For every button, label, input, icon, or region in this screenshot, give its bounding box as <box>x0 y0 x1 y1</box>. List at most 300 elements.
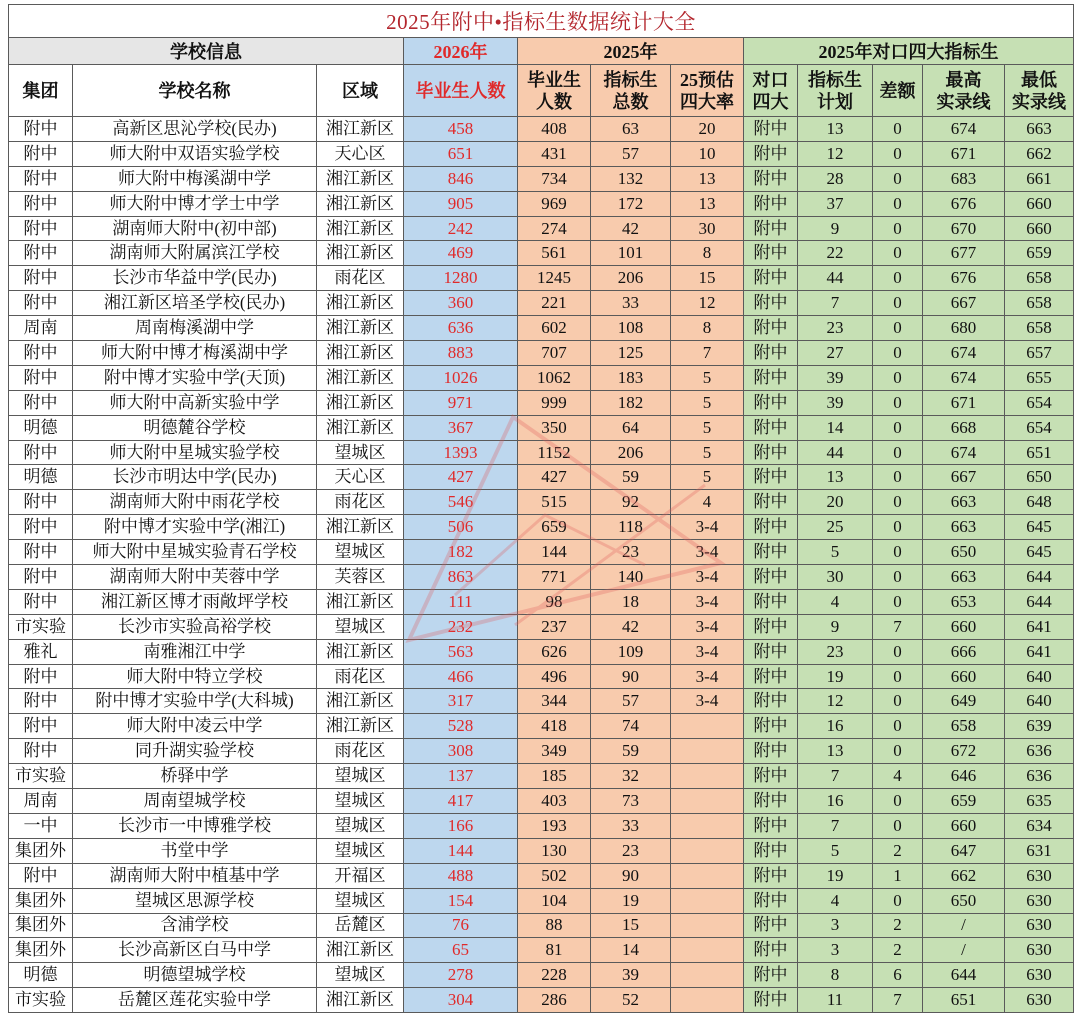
cell-quota-total-2025: 57 <box>591 142 671 167</box>
cell-district: 望城区 <box>317 889 404 914</box>
cell-quota-plan: 9 <box>798 217 873 242</box>
cell-district: 望城区 <box>317 814 404 839</box>
cell-school-name: 师大附中高新实验中学 <box>73 391 317 416</box>
cell-matched-top4: 附中 <box>744 391 798 416</box>
cell-group: 市实验 <box>9 988 73 1013</box>
cell-quota-plan: 39 <box>798 391 873 416</box>
cell-est-top4-rate: 3-4 <box>671 689 744 714</box>
cell-graduates-2025: 144 <box>518 540 591 565</box>
cell-district: 湘江新区 <box>317 391 404 416</box>
cell-group: 集团外 <box>9 914 73 939</box>
cell-quota-diff: 0 <box>873 316 923 341</box>
column-header-line: 区域 <box>342 80 378 101</box>
cell-district: 望城区 <box>317 789 404 814</box>
cell-district: 芙蓉区 <box>317 565 404 590</box>
cell-matched-top4: 附中 <box>744 441 798 466</box>
cell-quota-diff: 0 <box>873 291 923 316</box>
cell-min-admission-score: 645 <box>1005 515 1074 540</box>
cell-graduates-2025: 659 <box>518 515 591 540</box>
cell-max-admission-score: 663 <box>923 490 1005 515</box>
cell-graduates-2025: 403 <box>518 789 591 814</box>
cell-min-admission-score: 659 <box>1005 241 1074 266</box>
cell-graduates-2026: 458 <box>404 117 518 142</box>
cell-matched-top4: 附中 <box>744 117 798 142</box>
cell-min-admission-score: 650 <box>1005 465 1074 490</box>
cell-quota-total-2025: 73 <box>591 789 671 814</box>
group-header-row <box>9 38 1074 65</box>
cell-quota-plan: 22 <box>798 241 873 266</box>
cell-est-top4-rate: 4 <box>671 490 744 515</box>
cell-group: 周南 <box>9 789 73 814</box>
cell-quota-plan: 5 <box>798 540 873 565</box>
cell-matched-top4: 附中 <box>744 814 798 839</box>
cell-matched-top4: 附中 <box>744 565 798 590</box>
cell-quota-total-2025: 42 <box>591 615 671 640</box>
cell-graduates-2026: 466 <box>404 665 518 690</box>
cell-max-admission-score: 663 <box>923 565 1005 590</box>
cell-school-name: 含浦学校 <box>73 914 317 939</box>
cell-quota-total-2025: 23 <box>591 540 671 565</box>
cell-graduates-2026: 65 <box>404 938 518 963</box>
cell-matched-top4: 附中 <box>744 839 798 864</box>
cell-group: 附中 <box>9 241 73 266</box>
cell-quota-total-2025: 33 <box>591 814 671 839</box>
cell-quota-diff: 0 <box>873 416 923 441</box>
cell-graduates-2026: 367 <box>404 416 518 441</box>
column-header-line: 指标生 <box>808 69 862 90</box>
cell-district: 湘江新区 <box>317 217 404 242</box>
cell-group: 附中 <box>9 590 73 615</box>
cell-quota-plan: 12 <box>798 142 873 167</box>
cell-est-top4-rate <box>671 914 744 939</box>
cell-school-name: 桥驿中学 <box>73 764 317 789</box>
column-header-line: 差额 <box>879 80 916 101</box>
cell-graduates-2025: 349 <box>518 739 591 764</box>
cell-quota-diff: 0 <box>873 739 923 764</box>
cell-min-admission-score: 658 <box>1005 291 1074 316</box>
cell-quota-plan: 44 <box>798 266 873 291</box>
cell-group: 附中 <box>9 515 73 540</box>
cell-quota-plan: 7 <box>798 814 873 839</box>
cell-group: 雅礼 <box>9 640 73 665</box>
cell-min-admission-score: 636 <box>1005 764 1074 789</box>
cell-quota-diff: 0 <box>873 565 923 590</box>
cell-school-name: 湖南师大附中(初中部) <box>73 217 317 242</box>
group-header-2026: 2026年 <box>404 38 518 65</box>
cell-matched-top4: 附中 <box>744 366 798 391</box>
cell-quota-plan: 23 <box>798 316 873 341</box>
cell-graduates-2026: 166 <box>404 814 518 839</box>
column-header-line: 对口 <box>752 69 789 90</box>
cell-quota-diff: 0 <box>873 515 923 540</box>
cell-quota-diff: 0 <box>873 117 923 142</box>
cell-graduates-2025: 427 <box>518 465 591 490</box>
cell-quota-diff: 7 <box>873 615 923 640</box>
column-header-matched-top4 <box>744 65 798 117</box>
group-header-school-info: 学校信息 <box>9 38 404 65</box>
cell-quota-diff: 0 <box>873 391 923 416</box>
cell-group: 集团外 <box>9 938 73 963</box>
cell-quota-diff: 0 <box>873 714 923 739</box>
cell-graduates-2026: 1393 <box>404 441 518 466</box>
cell-graduates-2025: 1152 <box>518 441 591 466</box>
cell-quota-total-2025: 182 <box>591 391 671 416</box>
cell-school-name: 湘江新区培圣学校(民办) <box>73 291 317 316</box>
cell-max-admission-score: 674 <box>923 341 1005 366</box>
table-body <box>9 117 1074 1013</box>
cell-graduates-2026: 154 <box>404 889 518 914</box>
cell-school-name: 湖南师大附中植基中学 <box>73 864 317 889</box>
cell-quota-diff: 0 <box>873 665 923 690</box>
table-row <box>9 789 1074 814</box>
cell-quota-diff: 0 <box>873 465 923 490</box>
cell-matched-top4: 附中 <box>744 640 798 665</box>
cell-min-admission-score: 630 <box>1005 963 1074 988</box>
cell-graduates-2025: 274 <box>518 217 591 242</box>
cell-est-top4-rate: 20 <box>671 117 744 142</box>
cell-graduates-2025: 707 <box>518 341 591 366</box>
cell-school-name: 附中博才实验中学(湘江) <box>73 515 317 540</box>
cell-group: 附中 <box>9 192 73 217</box>
cell-matched-top4: 附中 <box>744 490 798 515</box>
column-header-est-top4-rate <box>671 65 744 117</box>
cell-quota-total-2025: 206 <box>591 266 671 291</box>
column-header-line: 毕业生人数 <box>415 80 506 101</box>
cell-est-top4-rate: 3-4 <box>671 515 744 540</box>
cell-district: 湘江新区 <box>317 291 404 316</box>
cell-min-admission-score: 651 <box>1005 441 1074 466</box>
cell-quota-diff: 0 <box>873 590 923 615</box>
cell-min-admission-score: 663 <box>1005 117 1074 142</box>
cell-group: 明德 <box>9 465 73 490</box>
cell-graduates-2025: 418 <box>518 714 591 739</box>
cell-min-admission-score: 634 <box>1005 814 1074 839</box>
cell-matched-top4: 附中 <box>744 963 798 988</box>
cell-matched-top4: 附中 <box>744 665 798 690</box>
cell-quota-total-2025: 23 <box>591 839 671 864</box>
cell-matched-top4: 附中 <box>744 316 798 341</box>
cell-school-name: 师大附中博才梅溪湖中学 <box>73 341 317 366</box>
cell-quota-diff: 7 <box>873 988 923 1013</box>
column-header-line: 最低 <box>1021 69 1057 90</box>
cell-quota-total-2025: 108 <box>591 316 671 341</box>
cell-quota-plan: 4 <box>798 889 873 914</box>
table-row <box>9 117 1074 142</box>
cell-graduates-2026: 182 <box>404 540 518 565</box>
table-row <box>9 963 1074 988</box>
table-title: 2025年附中•指标生数据统计大全 <box>9 5 1074 38</box>
cell-matched-top4: 附中 <box>744 192 798 217</box>
cell-graduates-2025: 130 <box>518 839 591 864</box>
cell-district: 湘江新区 <box>317 341 404 366</box>
cell-school-name: 周南梅溪湖中学 <box>73 316 317 341</box>
cell-min-admission-score: 658 <box>1005 316 1074 341</box>
cell-quota-diff: 0 <box>873 689 923 714</box>
table-row <box>9 490 1074 515</box>
cell-matched-top4: 附中 <box>744 167 798 192</box>
cell-quota-total-2025: 132 <box>591 167 671 192</box>
cell-quota-diff: 0 <box>873 142 923 167</box>
cell-school-name: 长沙市华益中学(民办) <box>73 266 317 291</box>
cell-graduates-2025: 344 <box>518 689 591 714</box>
cell-graduates-2026: 651 <box>404 142 518 167</box>
cell-min-admission-score: 640 <box>1005 665 1074 690</box>
cell-graduates-2026: 546 <box>404 490 518 515</box>
cell-graduates-2025: 104 <box>518 889 591 914</box>
cell-district: 雨花区 <box>317 665 404 690</box>
cell-school-name: 湖南师大附中雨花学校 <box>73 490 317 515</box>
cell-district: 湘江新区 <box>317 714 404 739</box>
cell-graduates-2026: 417 <box>404 789 518 814</box>
cell-quota-total-2025: 74 <box>591 714 671 739</box>
cell-graduates-2026: 488 <box>404 864 518 889</box>
cell-school-name: 师大附中博才学士中学 <box>73 192 317 217</box>
cell-quota-total-2025: 15 <box>591 914 671 939</box>
cell-district: 湘江新区 <box>317 241 404 266</box>
cell-district: 天心区 <box>317 465 404 490</box>
cell-quota-total-2025: 33 <box>591 291 671 316</box>
cell-graduates-2025: 999 <box>518 391 591 416</box>
cell-group: 附中 <box>9 291 73 316</box>
cell-district: 雨花区 <box>317 739 404 764</box>
cell-graduates-2025: 1062 <box>518 366 591 391</box>
cell-max-admission-score: 683 <box>923 167 1005 192</box>
cell-school-name: 明德麓谷学校 <box>73 416 317 441</box>
cell-max-admission-score: 663 <box>923 515 1005 540</box>
cell-quota-total-2025: 59 <box>591 739 671 764</box>
table-row <box>9 889 1074 914</box>
cell-quota-diff: 0 <box>873 266 923 291</box>
cell-min-admission-score: 630 <box>1005 864 1074 889</box>
cell-quota-plan: 14 <box>798 416 873 441</box>
cell-max-admission-score: 674 <box>923 441 1005 466</box>
cell-graduates-2026: 242 <box>404 217 518 242</box>
cell-quota-plan: 9 <box>798 615 873 640</box>
cell-graduates-2025: 237 <box>518 615 591 640</box>
cell-est-top4-rate: 8 <box>671 316 744 341</box>
table-row <box>9 341 1074 366</box>
cell-min-admission-score: 636 <box>1005 739 1074 764</box>
cell-max-admission-score: 658 <box>923 714 1005 739</box>
cell-quota-total-2025: 206 <box>591 441 671 466</box>
column-header-min-admission-score <box>1005 65 1074 117</box>
cell-group: 附中 <box>9 266 73 291</box>
cell-graduates-2026: 427 <box>404 465 518 490</box>
cell-est-top4-rate <box>671 714 744 739</box>
cell-graduates-2026: 883 <box>404 341 518 366</box>
cell-est-top4-rate: 5 <box>671 416 744 441</box>
cell-district: 望城区 <box>317 963 404 988</box>
cell-graduates-2025: 626 <box>518 640 591 665</box>
cell-group: 市实验 <box>9 764 73 789</box>
cell-quota-plan: 11 <box>798 988 873 1013</box>
cell-max-admission-score: 662 <box>923 864 1005 889</box>
cell-group: 附中 <box>9 441 73 466</box>
cell-min-admission-score: 639 <box>1005 714 1074 739</box>
cell-quota-total-2025: 118 <box>591 515 671 540</box>
cell-graduates-2026: 137 <box>404 764 518 789</box>
cell-min-admission-score: 641 <box>1005 640 1074 665</box>
cell-quota-total-2025: 183 <box>591 366 671 391</box>
cell-district: 天心区 <box>317 142 404 167</box>
cell-quota-diff: 0 <box>873 789 923 814</box>
cell-school-name: 书堂中学 <box>73 839 317 864</box>
cell-matched-top4: 附中 <box>744 714 798 739</box>
table-row <box>9 416 1074 441</box>
cell-max-admission-score: 676 <box>923 266 1005 291</box>
cell-est-top4-rate: 3-4 <box>671 640 744 665</box>
cell-min-admission-score: 630 <box>1005 889 1074 914</box>
cell-max-admission-score: 677 <box>923 241 1005 266</box>
cell-quota-plan: 27 <box>798 341 873 366</box>
table-row <box>9 266 1074 291</box>
cell-graduates-2025: 81 <box>518 938 591 963</box>
table-row <box>9 864 1074 889</box>
cell-district: 岳麓区 <box>317 914 404 939</box>
cell-min-admission-score: 648 <box>1005 490 1074 515</box>
cell-district: 湘江新区 <box>317 366 404 391</box>
cell-min-admission-score: 635 <box>1005 789 1074 814</box>
table-row <box>9 441 1074 466</box>
cell-max-admission-score: / <box>923 914 1005 939</box>
cell-quota-total-2025: 18 <box>591 590 671 615</box>
cell-max-admission-score: 647 <box>923 839 1005 864</box>
cell-graduates-2026: 360 <box>404 291 518 316</box>
cell-matched-top4: 附中 <box>744 416 798 441</box>
cell-school-name: 师大附中特立学校 <box>73 665 317 690</box>
cell-group: 市实验 <box>9 615 73 640</box>
cell-graduates-2026: 278 <box>404 963 518 988</box>
column-header-quota-total-2025 <box>591 65 671 117</box>
cell-group: 附中 <box>9 565 73 590</box>
cell-quota-diff: 4 <box>873 764 923 789</box>
cell-school-name: 长沙市实验高裕学校 <box>73 615 317 640</box>
cell-graduates-2025: 431 <box>518 142 591 167</box>
cell-graduates-2026: 317 <box>404 689 518 714</box>
column-header-line: 最高 <box>945 69 982 90</box>
cell-district: 雨花区 <box>317 490 404 515</box>
cell-graduates-2025: 771 <box>518 565 591 590</box>
cell-matched-top4: 附中 <box>744 739 798 764</box>
cell-est-top4-rate: 8 <box>671 241 744 266</box>
cell-district: 湘江新区 <box>317 640 404 665</box>
cell-min-admission-score: 660 <box>1005 217 1074 242</box>
cell-quota-plan: 25 <box>798 515 873 540</box>
cell-quota-plan: 13 <box>798 465 873 490</box>
column-header-school-name <box>73 65 317 117</box>
cell-graduates-2026: 144 <box>404 839 518 864</box>
table-row <box>9 192 1074 217</box>
column-header-line: 学校名称 <box>158 80 231 101</box>
cell-quota-diff: 0 <box>873 241 923 266</box>
cell-graduates-2026: 863 <box>404 565 518 590</box>
cell-min-admission-score: 641 <box>1005 615 1074 640</box>
cell-graduates-2025: 502 <box>518 864 591 889</box>
column-header-line: 人数 <box>536 91 572 112</box>
cell-graduates-2026: 971 <box>404 391 518 416</box>
cell-graduates-2025: 98 <box>518 590 591 615</box>
cell-group: 附中 <box>9 341 73 366</box>
cell-graduates-2025: 734 <box>518 167 591 192</box>
cell-group: 附中 <box>9 217 73 242</box>
cell-quota-plan: 13 <box>798 117 873 142</box>
cell-est-top4-rate: 30 <box>671 217 744 242</box>
cell-quota-total-2025: 32 <box>591 764 671 789</box>
cell-quota-total-2025: 57 <box>591 689 671 714</box>
cell-max-admission-score: 671 <box>923 391 1005 416</box>
cell-quota-total-2025: 92 <box>591 490 671 515</box>
cell-quota-total-2025: 109 <box>591 640 671 665</box>
cell-district: 雨花区 <box>317 266 404 291</box>
cell-quota-plan: 44 <box>798 441 873 466</box>
cell-est-top4-rate: 7 <box>671 341 744 366</box>
table-row <box>9 689 1074 714</box>
cell-quota-total-2025: 90 <box>591 665 671 690</box>
cell-est-top4-rate: 3-4 <box>671 590 744 615</box>
cell-quota-total-2025: 39 <box>591 963 671 988</box>
cell-district: 湘江新区 <box>317 590 404 615</box>
cell-quota-diff: 0 <box>873 490 923 515</box>
table-row <box>9 839 1074 864</box>
cell-quota-total-2025: 90 <box>591 864 671 889</box>
column-header-graduates-2025 <box>518 65 591 117</box>
cell-quota-plan: 19 <box>798 864 873 889</box>
cell-district: 湘江新区 <box>317 988 404 1013</box>
cell-school-name: 长沙高新区白马中学 <box>73 938 317 963</box>
cell-district: 望城区 <box>317 839 404 864</box>
cell-est-top4-rate: 13 <box>671 167 744 192</box>
cell-quota-plan: 7 <box>798 291 873 316</box>
cell-group: 附中 <box>9 540 73 565</box>
cell-graduates-2025: 602 <box>518 316 591 341</box>
cell-graduates-2026: 528 <box>404 714 518 739</box>
cell-quota-plan: 4 <box>798 590 873 615</box>
cell-min-admission-score: 640 <box>1005 689 1074 714</box>
cell-group: 附中 <box>9 864 73 889</box>
cell-quota-total-2025: 125 <box>591 341 671 366</box>
column-header-line: 总数 <box>612 91 649 112</box>
column-header-line: 毕业生 <box>527 69 581 90</box>
cell-min-admission-score: 644 <box>1005 590 1074 615</box>
cell-graduates-2026: 1026 <box>404 366 518 391</box>
cell-max-admission-score: 644 <box>923 963 1005 988</box>
table-row <box>9 739 1074 764</box>
cell-quota-diff: 2 <box>873 938 923 963</box>
cell-district: 望城区 <box>317 441 404 466</box>
cell-max-admission-score: 649 <box>923 689 1005 714</box>
table-row <box>9 241 1074 266</box>
cell-matched-top4: 附中 <box>744 764 798 789</box>
table-row <box>9 938 1074 963</box>
table-row <box>9 515 1074 540</box>
cell-graduates-2025: 286 <box>518 988 591 1013</box>
cell-graduates-2026: 304 <box>404 988 518 1013</box>
cell-min-admission-score: 654 <box>1005 391 1074 416</box>
cell-est-top4-rate: 3-4 <box>671 665 744 690</box>
cell-graduates-2025: 496 <box>518 665 591 690</box>
cell-min-admission-score: 630 <box>1005 914 1074 939</box>
cell-quota-plan: 3 <box>798 938 873 963</box>
cell-group: 附中 <box>9 665 73 690</box>
cell-quota-diff: 0 <box>873 889 923 914</box>
table-row <box>9 764 1074 789</box>
cell-graduates-2025: 185 <box>518 764 591 789</box>
column-header-quota-plan <box>798 65 873 117</box>
column-header-district <box>317 65 404 117</box>
cell-quota-plan: 12 <box>798 689 873 714</box>
cell-district: 湘江新区 <box>317 938 404 963</box>
cell-group: 附中 <box>9 714 73 739</box>
